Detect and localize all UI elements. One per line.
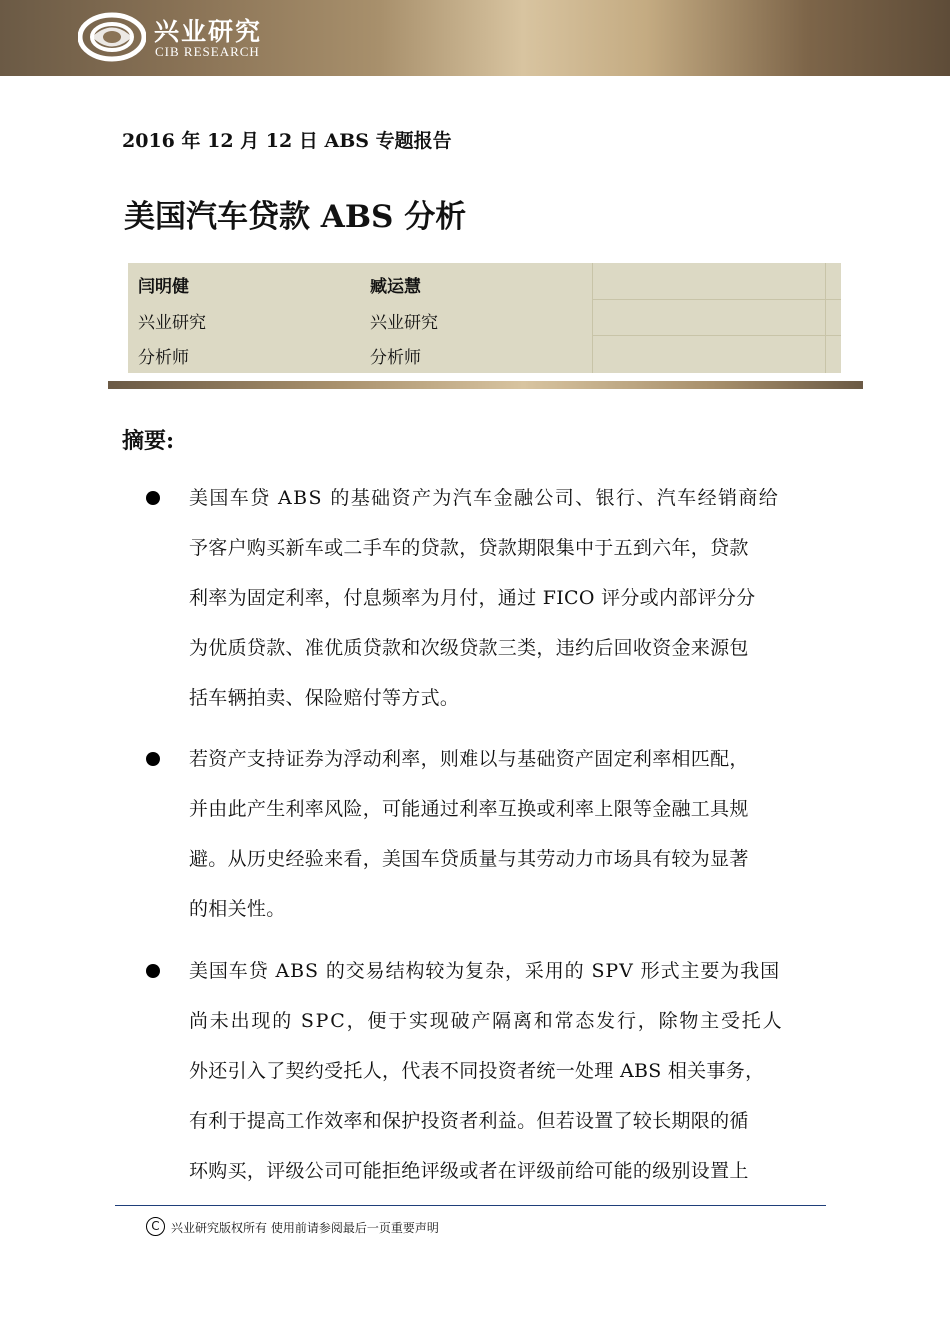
bullet-2-line-4: 的相关性。 bbox=[189, 898, 286, 920]
author-table bbox=[128, 263, 841, 373]
report-date-line: 2016 年 12 月 12 日 ABS 专题报告 bbox=[122, 130, 452, 152]
bullet-1-line-5: 括车辆拍卖、保险赔付等方式。 bbox=[189, 687, 460, 709]
bullet-dot bbox=[146, 491, 160, 505]
bullet-2-line-1: 若资产支持证券为浮动利率，则难以与基础资产固定利率相匹配， bbox=[189, 748, 749, 770]
bullet-1-line-4: 为优质贷款、准优质贷款和次级贷款三类，违约后回收资金来源包 bbox=[189, 637, 749, 659]
abstract-heading: 摘要: bbox=[122, 428, 175, 454]
logo-text-en: CIB RESEARCH bbox=[155, 44, 260, 59]
gold-divider-bar bbox=[108, 381, 863, 389]
author-role: 分析师 bbox=[370, 348, 421, 368]
bullet-1-line-1: 美国车贷 ABS 的基础资产为汽车金融公司、银行、汽车经销商给 bbox=[189, 487, 780, 509]
bullet-1-line-3: 利率为固定利率，付息频率为月付，通过 FICO 评分或内部评分分 bbox=[189, 587, 756, 609]
logo-text-cn: 兴业研究 bbox=[154, 17, 263, 46]
author-column-empty bbox=[592, 263, 826, 373]
footer-rule bbox=[115, 1205, 826, 1206]
author-column-2 bbox=[360, 263, 590, 373]
author-column-empty bbox=[825, 263, 842, 373]
copyright-icon: C bbox=[146, 1217, 165, 1236]
table-row-divider bbox=[592, 299, 841, 300]
bullet-3-line-2: 尚未出现的 SPC，便于实现破产隔离和常态发行，除物主受托人 bbox=[189, 1010, 784, 1032]
author-name: 闫明健 bbox=[138, 277, 189, 297]
bullet-2-line-3: 避。从历史经验来看，美国车贷质量与其劳动力市场具有较为显著 bbox=[189, 848, 749, 870]
footer-disclaimer: 兴业研究版权所有 使用前请参阅最后一页重要声明 bbox=[171, 1221, 439, 1235]
author-org: 兴业研究 bbox=[370, 313, 438, 333]
author-name: 臧运慧 bbox=[370, 277, 421, 297]
bullet-1-line-2: 予客户购买新车或二手车的贷款，贷款期限集中于五到六年，贷款 bbox=[189, 537, 749, 559]
bullet-3-line-1: 美国车贷 ABS 的交易结构较为复杂，采用的 SPV 形式主要为我国 bbox=[189, 960, 780, 982]
bullet-dot bbox=[146, 964, 160, 978]
report-title: 美国汽车贷款 ABS 分析 bbox=[124, 199, 467, 235]
cib-logo-icon bbox=[78, 12, 146, 62]
table-row-divider bbox=[592, 335, 841, 336]
author-role: 分析师 bbox=[138, 348, 189, 368]
author-org: 兴业研究 bbox=[138, 313, 206, 333]
bullet-2-line-2: 并由此产生利率风险，可能通过利率互换或利率上限等金融工具规 bbox=[189, 798, 749, 820]
bullet-3-line-3: 外还引入了契约受托人，代表不同投资者统一处理 ABS 相关事务， bbox=[189, 1060, 765, 1082]
bullet-3-line-5: 环购买，评级公司可能拒绝评级或者在评级前给可能的级别设置上 bbox=[189, 1160, 749, 1182]
author-column-1 bbox=[128, 263, 358, 373]
header-band bbox=[0, 0, 950, 76]
bullet-3-line-4: 有利于提高工作效率和保护投资者利益。但若设置了较长期限的循 bbox=[189, 1110, 749, 1132]
bullet-dot bbox=[146, 752, 160, 766]
